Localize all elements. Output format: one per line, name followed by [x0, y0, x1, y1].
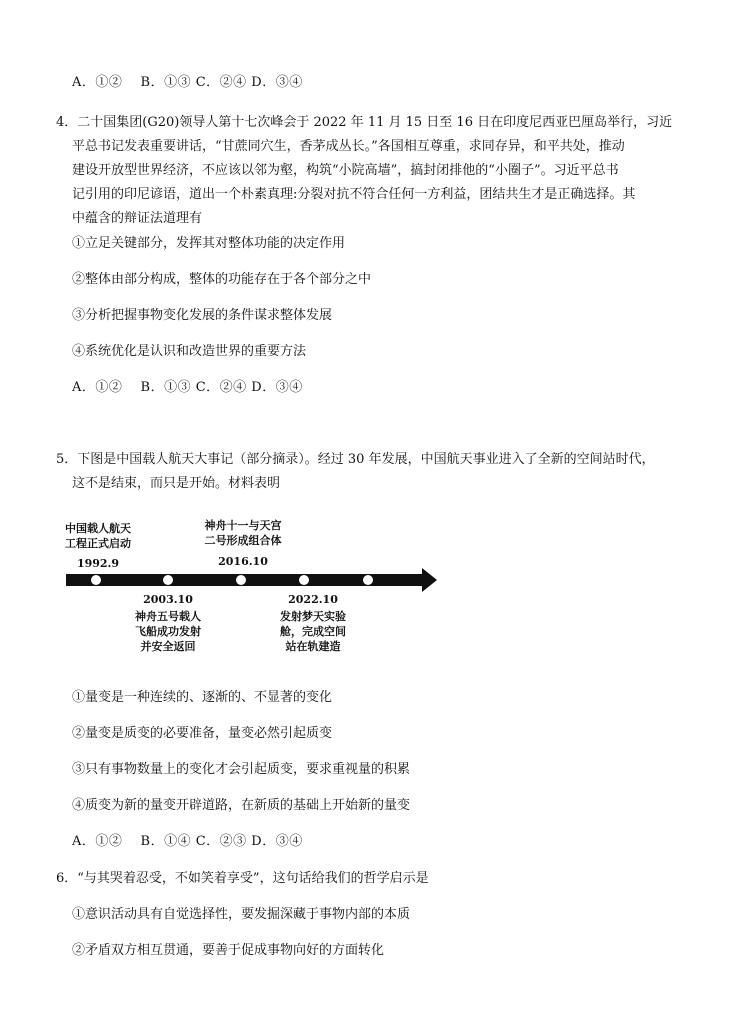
timeline-dot-2016: [236, 575, 246, 585]
q4-item-2: ②整体由部分构成，整体的功能存在于各个部分之中: [72, 272, 372, 287]
q4-stem-line-1: 4．二十国集团(G20)领导人第十七次峰会于 2022 年 11 月 15 日至 16 日在印度尼西亚巴厘岛举行，习近: [56, 115, 673, 130]
timeline-dot-future: [363, 575, 373, 585]
q5-item-3: ③只有事物数量上的变化才会引起质变，要求重视量的积累: [72, 762, 411, 777]
q4-stem-line-4: 记引用的印尼谚语，道出一个朴素真理:分裂对抗不符合任何一方利益，团结共生才是正确选择。其: [72, 187, 636, 202]
timeline-dot-2022: [299, 575, 309, 585]
timeline-event-4-date: 2022.10: [288, 593, 338, 606]
q4-item-1: ①立足关键部分，发挥其对整体功能的决定作用: [72, 236, 346, 251]
timeline-dot-1992: [91, 575, 101, 585]
q4-options: A．①② B．①③ C．②④ D．③④: [72, 380, 303, 395]
timeline-event-2-date: 2003.10: [143, 593, 193, 606]
q5-stem-line-1: 5．下图是中国载人航天大事记（部分摘录）。经过 30 年发展，中国航天事业进入了全新的空间站时代，: [56, 452, 655, 467]
q6-stem: 6．“与其哭着忍受，不如笑着享受”，这句话给我们的哲学启示是: [56, 871, 429, 886]
q5-item-2: ②量变是质变的必要准备，量变必然引起质变: [72, 726, 333, 741]
q6-item-2: ②矛盾双方相互贯通，要善于促成事物向好的方面转化: [72, 943, 385, 958]
timeline-event-4-label: 发射梦天实验 舱，完成空间 站在轨建造: [280, 610, 346, 653]
q4-item-4: ④系统优化是认识和改造世界的重要方法: [72, 344, 307, 359]
q4-stem-line-2: 平总书记发表重要讲话，“甘蔗同穴生，香茅成丛长。”各国相互尊重，求同存异，和平共处，推动: [72, 139, 625, 154]
timeline-arrow: [60, 567, 450, 593]
q4-item-3: ③分析把握事物变化发展的条件谋求整体发展: [72, 308, 333, 323]
q5-stem-line-2: 这不是结束，而只是开始。材料表明: [72, 476, 281, 491]
timeline-event-1-date: 1992.9: [76, 557, 120, 570]
q5-options: A．①② B．①④ C．②③ D．③④: [72, 834, 303, 849]
timeline-event-1-label: 中国载人航天 工程正式启动: [65, 522, 131, 550]
q3-options: A．①② B．①③ C．②④ D．③④: [72, 75, 303, 90]
timeline-event-3-label: 神舟十一与天宫 二号形成组合体: [204, 519, 282, 547]
timeline-event-3-date: 2016.10: [218, 555, 268, 568]
q4-stem-line-5: 中蕴含的辩证法道理有: [72, 211, 203, 226]
timeline-event-2-label: 神舟五号载人 飞船成功发射 并安全返回: [135, 610, 201, 653]
q5-item-4: ④质变为新的量变开辟道路，在新质的基础上开始新的量变: [72, 798, 411, 813]
q6-item-1: ①意识活动具有自觉选择性，要发掘深藏于事物内部的本质: [72, 907, 411, 922]
space-timeline-figure: [60, 515, 450, 665]
q5-item-1: ①量变是一种连续的、逐渐的、不显著的变化: [72, 690, 333, 705]
timeline-dot-2003: [163, 575, 173, 585]
q4-stem-line-3: 建设开放型世界经济，不应该以邻为壑，构筑“小院高墙”，搞封闭排他的“小圈子”。习近平总书: [72, 163, 619, 178]
